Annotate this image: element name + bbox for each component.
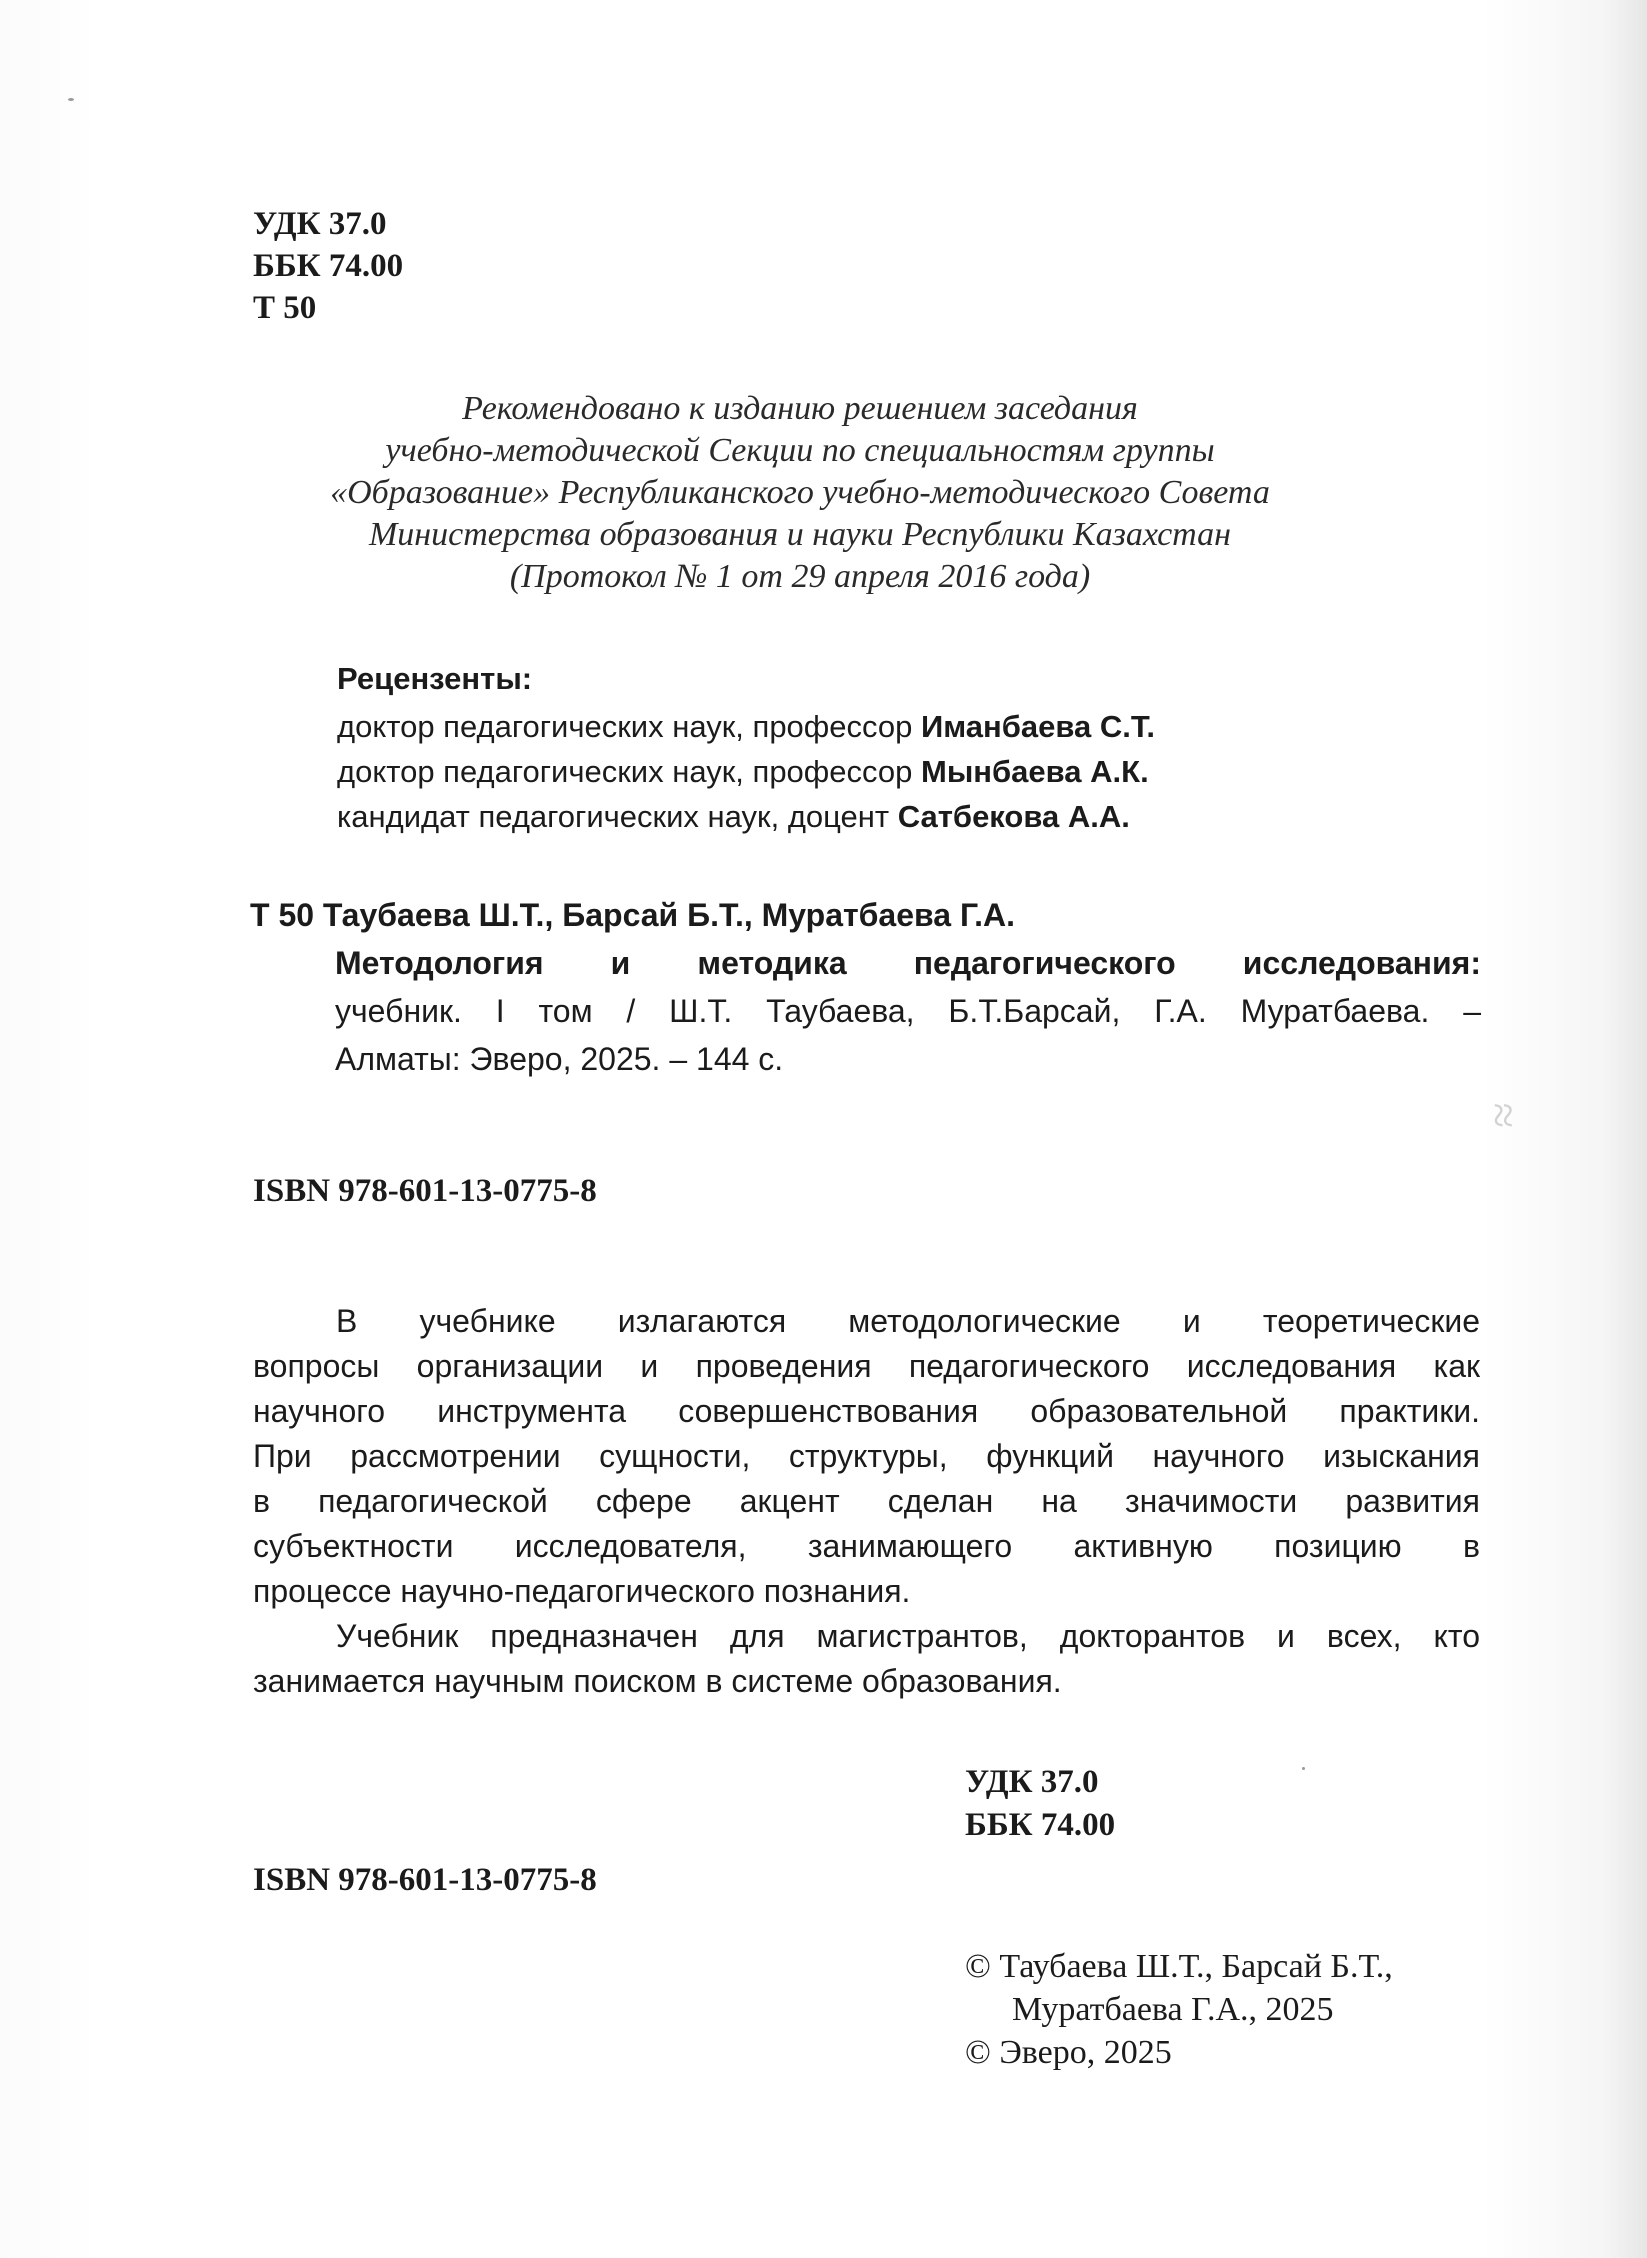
faint-pencil-mark: ≈	[1478, 1102, 1530, 1131]
annotation-line: занимается научным поиском в системе образования.	[253, 1663, 1062, 1699]
approval-statement	[250, 392, 1350, 602]
classification-codes-bottom	[965, 1766, 1115, 1852]
reviewer-entry	[337, 711, 1155, 756]
approval-line: учебно-методической Секции по специальностям группы	[385, 432, 1215, 469]
reviewer-name: Иманбаева С.Т.	[921, 709, 1155, 744]
catalog-imprint: Алматы: Эверо, 2025. – 144 с.	[335, 1041, 784, 1077]
copyright-line: Муратбаева Г.А., 2025	[1012, 1991, 1334, 2028]
reviewers-title: Рецензенты:	[337, 661, 533, 696]
annotation-line: процессе научно-педагогического познания.	[253, 1573, 911, 1609]
udk-code: УДК 37.0	[253, 206, 387, 242]
scan-speck	[1302, 1767, 1305, 1770]
copyright-line: © Эверо, 2025	[965, 2034, 1172, 2071]
reviewers-block	[337, 663, 1155, 846]
annotation-line: научного инструмента совершенствования образовательной практики.	[253, 1393, 1480, 1429]
udk-code: УДК 37.0	[965, 1764, 1099, 1800]
page-edge-shadow	[1607, 0, 1647, 2258]
copyright-block	[965, 1950, 1393, 2079]
annotation-line: в педагогической сфере акцент сделан на значимости развития	[253, 1483, 1480, 1519]
approval-line: (Протокол № 1 от 29 апреля 2016 года)	[509, 558, 1091, 595]
reviewer-entry	[337, 756, 1155, 801]
annotation-line: вопросы организации и проведения педагогического исследования как	[253, 1348, 1480, 1384]
annotation	[253, 1305, 1480, 1710]
annotation-line: субъектности исследователя, занимающего активную позицию в	[253, 1528, 1480, 1564]
reviewer-role: кандидат педагогических наук, доцент	[337, 799, 898, 834]
reviewer-role: доктор педагогических наук, профессор	[337, 754, 921, 789]
copyright-line: © Таубаева Ш.Т., Барсай Б.Т.,	[965, 1948, 1393, 1985]
bbk-code: ББК 74.00	[253, 248, 404, 284]
isbn-top: ISBN 978-601-13-0775-8	[253, 1173, 597, 1209]
isbn-bottom: ISBN 978-601-13-0775-8	[253, 1862, 597, 1898]
annotation-line: Учебник предназначен для магистрантов, докторантов и всех, кто	[336, 1618, 1480, 1654]
approval-line: Министерства образования и науки Республики Казахстан	[368, 516, 1232, 553]
annotation-line: В учебнике излагаются методологические и теоретические	[336, 1303, 1480, 1339]
classification-codes-top	[253, 208, 403, 334]
approval-line: Рекомендовано к изданию решением заседания	[462, 390, 1138, 427]
scan-speck	[68, 98, 74, 101]
reviewer-name: Мынбаева А.К.	[921, 754, 1149, 789]
catalog-details: учебник. I том / Ш.Т. Таубаева, Б.Т.Барсай, Г.А. Муратбаева. –	[335, 993, 1481, 1029]
bbk-code: ББК 74.00	[965, 1807, 1116, 1843]
annotation-line: При рассмотрении сущности, структуры, функций научного изыскания	[253, 1438, 1480, 1474]
catalog-authors: Т 50 Таубаева Ш.Т., Барсай Б.Т., Муратбаева Г.А.	[250, 897, 1015, 933]
reviewer-role: доктор педагогических наук, профессор	[337, 709, 921, 744]
bibliographic-record	[250, 897, 1481, 1091]
author-mark: Т 50	[253, 290, 317, 326]
reviewer-name: Сатбекова А.А.	[897, 799, 1130, 834]
catalog-title: Методология и методика педагогического исследования:	[335, 945, 1481, 981]
approval-line: «Образование» Республиканского учебно-методического Совета	[330, 474, 1270, 511]
reviewer-entry	[337, 801, 1155, 846]
